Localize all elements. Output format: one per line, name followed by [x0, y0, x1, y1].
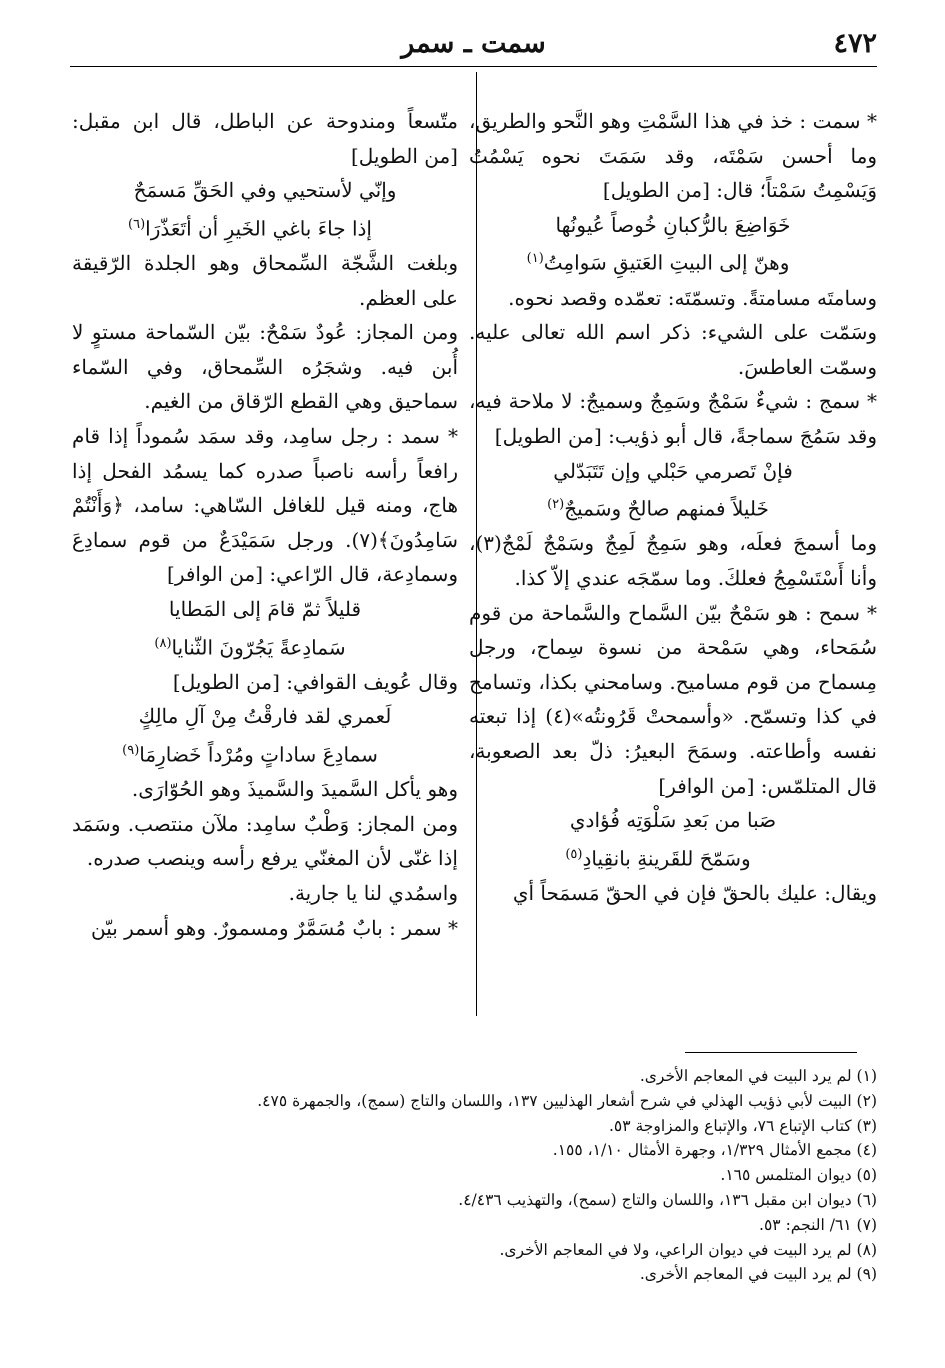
footnote-reference: (٢) — [547, 497, 565, 513]
footnote-reference: (١) — [526, 251, 544, 267]
footnote: (٢) البيت لأبي ذؤيب الهذلي في شرح أشعار الهذليين ١٣٧، واللسان والتاج (سمج)، والجمهرة ٤٧٥. — [257, 1091, 877, 1110]
verse-line — [72, 592, 458, 627]
footnote-reference: (٦) — [128, 216, 146, 232]
verse-text: وإنّي لأستحيي وفي الحَقِّ مَسمَحٌ — [133, 178, 397, 203]
footnote-reference: (٩) — [122, 743, 140, 758]
body-paragraph: * سمت : خذ في هذا السَّمْتِ وهو النَّحو والطريق، وما أحسن سَمْتَه، وقد سَمَتَ نحوه يَسْمُتُ وَيَسْمِتُ سَمْتاً؛ قال: [من الطويل] — [469, 109, 877, 203]
footnote-rule — [685, 1052, 857, 1053]
verse-text: وهنّ إلى البيتِ العَتيقِ سَوامِتُ — [543, 251, 790, 276]
footnote: (٥) ديوان المتلمس ١٦٥. — [720, 1166, 877, 1185]
body-paragraph: وسامتَه مسامتةً. وتسمّتَه: تعمّده وقصد نحوه. — [508, 285, 877, 310]
verse-text: فإنْ تَصرمي حَبْلي وإن تَتَبَدّلي — [553, 458, 793, 483]
footnote: (٣) كتاب الإتباع ٧٦، والإتباع والمزاوجة ٥٣. — [608, 1116, 877, 1135]
body-paragraph: ومن المجاز: عُودٌ سَمْحٌ: بيّن السّماحة مستوٍ لا أُبن فيه. وشجَرُه السِّمحاق، وفي السّماء سماحيق وهي القطع الرّقاق من الغيم. — [72, 320, 458, 414]
verse-text: إذا جاءَ باغي الخَيرِ أن أتَعَذّرَا — [145, 216, 372, 241]
verse-line — [469, 488, 877, 526]
verse-line — [72, 173, 458, 208]
footnote: (٤) مجمع الأمثال ١/٣٢٩، وجهرة الأمثال ١/١٠، ١٥٥. — [552, 1141, 877, 1160]
verse-line — [72, 208, 458, 246]
body-paragraph: وما أسمجَ فعلَه، وهو سَمِجٌ لَمِجٌ وسَمْجٌ لَمْجٌ(٣)، وأنا أَسْتَسْمِجُ فعلكَ. وما سمّجَه عندي إلاّ كذا. — [469, 531, 877, 591]
verse-line — [469, 242, 877, 280]
right-column — [469, 104, 877, 911]
verse-line — [469, 208, 877, 243]
body-paragraph: ويقال: عليك بالحقّ فإن في الحقّ مَسمَحاً أي — [512, 881, 877, 906]
verse-line — [72, 699, 458, 734]
verse-line — [469, 454, 877, 489]
body-paragraph: متّسعاً ومندوحة عن الباطل، قال ابن مقبل: [من الطويل] — [72, 109, 458, 168]
verse-line — [72, 734, 458, 772]
header-rule — [70, 66, 877, 67]
body-paragraph: واسمُدي لنا يا جارية. — [288, 881, 458, 906]
footnote: (١) لم يرد البيت في المعاجم الأخرى. — [639, 1067, 877, 1085]
body-paragraph: * سمج : شيءٌ سَمْجٌ وسَمِجٌ وسميجٌ: لا ملاحة فيه، وقد سَمُجَ سماجةً، قال أبو ذؤيب: [من الطويل] — [469, 389, 877, 448]
page-header — [70, 22, 877, 62]
body-paragraph: * سمر : بابٌ مُسَمَّرٌ ومسمورٌ. وهو أسمر بيّن — [91, 915, 458, 940]
running-head: سمت ـ سمر — [401, 28, 546, 59]
verse-text: سَمادِعةً يَجُرّونَ الثّنايا — [171, 635, 346, 660]
verse-line — [469, 803, 877, 838]
body-paragraph: وقال عُويف القوافي: [من الطويل] — [172, 669, 458, 694]
left-column — [72, 104, 458, 945]
verse-line — [72, 627, 458, 665]
verse-text: سمادِعَ ساداتٍ ومُرْداً خَضارِمَا — [139, 742, 378, 767]
footnote-reference: (٥) — [565, 846, 583, 862]
footnotes — [77, 1064, 877, 1287]
verse-text: خَليلاً فمنهم صالحٌ وسَميجٌ — [564, 496, 769, 521]
column-divider — [476, 72, 477, 1016]
footnote: (٩) لم يرد البيت في المعاجم الأخرى. — [639, 1265, 877, 1284]
body-paragraph: ومن المجاز: وَطْبٌ سامِد: ملآن منتصب. وسَمَد إذا غنّى لأن المغنّي يرفع رأسه وينصب صدره. — [72, 811, 458, 871]
verse-line — [469, 838, 877, 876]
footnote: (٧) ٦١/ النجم: ٥٣. — [759, 1215, 877, 1234]
body-paragraph: وسَمّت على الشيء: ذكر اسم الله تعالى عليه. وسمّت العاطسَ. — [469, 320, 877, 379]
verse-text: خَوَاضِعَ بالرُّكبانِ خُوصاً عُيونُها — [555, 212, 791, 237]
verse-text: لَعمري لقد فارقْتُ مِنْ آلِ مالِكٍ — [138, 704, 392, 729]
verse-text: قليلاً ثمّ قامَ إلى المَطايا — [168, 596, 362, 621]
body-paragraph: وبلغت الشَّجّة السِّمحاق وهو الجلدة الرّقيقة على العظم. — [72, 251, 458, 310]
footnote-reference: (٨) — [154, 635, 172, 651]
page-number: ٤٧٢ — [833, 28, 877, 59]
body-paragraph: وهو يأكل السَّميدَ والسَّميذَ وهو الحُوّارَى. — [131, 777, 458, 802]
verse-text: صَبا من بَعدِ سَلْوَتِه فُؤادي — [569, 808, 777, 833]
footnote: (٨) لم يرد البيت في ديوان الراعي، ولا في المعاجم الأخرى. — [499, 1240, 877, 1259]
body-paragraph: * سمح : هو سَمْحٌ بيّن السَّماح والسَّماحة من قوم سُمَحاء، وهي سَمْحة من نسوة سِماح، ورجل مِسماح من قوم مساميح. وسامحني بكذا، وتسامح في كذا وتسمّح. «وأسمحتْ قَرُونتُه»(٤) إذا تبعته نفسه وأطاعته. وسمَحَ البعيرُ: ذلّ بعد الصعوبة، قال المتلمّس: [من الوافر] — [469, 600, 877, 798]
footnote: (٦) ديوان ابن مقبل ١٣٦، واللسان والتاج (سمح)، والتهذيب ٤/٤٣٦. — [458, 1190, 877, 1209]
body-paragraph: * سمد : رجل سامِد، وقد سمَد سُموداً إذا قام رافعاً رأسه ناصباً صدره كما يسمُد الفحل إذا هاج، ومنه قيل للغافل السّاهي: سامد، ﴿وَأَنْتُمْ سَامِدُونَ﴾(٧). ورجل سَمَيْدَعٌ من قوم سمادِعَ وسمادِعة، قال الرّاعي: [من الوافر] — [72, 424, 458, 587]
verse-text: وسَمّحَ للقَرينةِ بانقِيادِ — [582, 846, 751, 871]
